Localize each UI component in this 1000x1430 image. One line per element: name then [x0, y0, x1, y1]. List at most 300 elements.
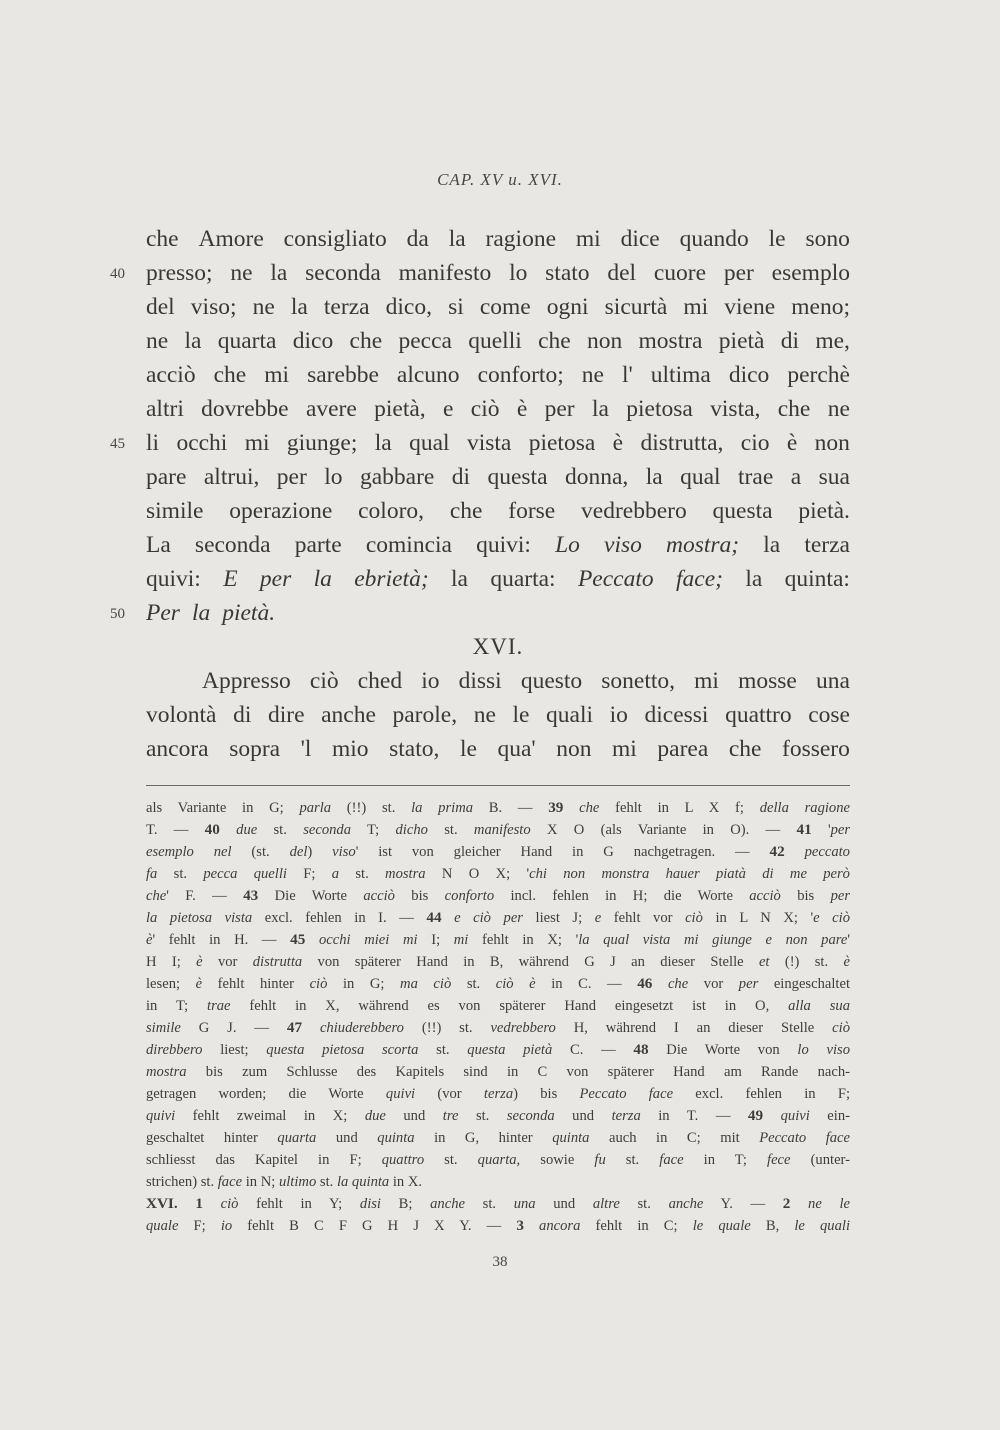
word: mi [683, 294, 709, 320]
word: la [451, 566, 468, 592]
word: donna, [564, 464, 629, 490]
word: per [259, 566, 292, 592]
note-text: quale [146, 1218, 179, 1234]
note-number: 48 [633, 1041, 649, 1058]
note-line [146, 885, 850, 907]
word: perchè [787, 362, 850, 388]
note-text: per [830, 822, 850, 838]
note-text: excl. fehlen in F; [673, 1086, 850, 1102]
note-text: la qual vista mi giunge e non pare [578, 932, 848, 948]
note-line [146, 841, 850, 863]
note-text: chi non monstra hauer piatà di me però [529, 866, 850, 882]
note-text: tre [442, 1108, 459, 1124]
note-line [146, 1017, 850, 1039]
note-text: B, [750, 1218, 795, 1234]
note-text: esemplo nel [146, 844, 232, 860]
word: forse [508, 498, 556, 524]
note-text: simile [146, 1020, 181, 1036]
word: terza [804, 532, 850, 558]
note-text: F; [286, 866, 332, 882]
word: ne [252, 294, 275, 320]
note-text: quarta [277, 1130, 317, 1146]
word: di [233, 702, 252, 728]
text-line [146, 460, 850, 494]
word: la [591, 396, 609, 422]
note-text: ne le [808, 1196, 850, 1212]
note-text: e ciò per [454, 910, 523, 926]
note-text: liest; [202, 1042, 267, 1058]
word: dire [267, 702, 305, 728]
text-line [146, 664, 850, 698]
note-text: excl. fehlen in I. — [252, 910, 427, 926]
note-text: disi [359, 1196, 381, 1212]
note-text: una [513, 1196, 536, 1212]
word: fossero [782, 736, 850, 762]
note-text: fehlt zweimal in X; [175, 1108, 365, 1124]
note-text: X O (als Variante in O). — [530, 822, 797, 838]
note-line [146, 797, 850, 819]
note-text [790, 1196, 808, 1212]
word: questa [712, 498, 773, 524]
note-number: 2 [782, 1195, 791, 1212]
note-text: incl. fehlen in H; die Worte [494, 888, 750, 904]
note-text: la quinta [336, 1174, 390, 1190]
word: volontà [146, 702, 217, 728]
note-text: occhi miei mi [318, 932, 418, 948]
text-line [146, 290, 850, 324]
word: la [448, 226, 466, 252]
note-text: mostra [385, 866, 426, 882]
note-text: e [594, 910, 602, 926]
note-number: 42 [769, 843, 785, 860]
note-text [302, 1020, 320, 1036]
note-text: manifesto [473, 822, 531, 838]
note-line [146, 819, 850, 841]
word: consigliato [283, 226, 387, 252]
word: pare [146, 464, 187, 490]
note-text: trae [207, 998, 231, 1014]
word: dico, [385, 294, 432, 320]
note-text: mi [453, 932, 469, 948]
word: parole, [392, 702, 458, 728]
note-text: ciò è [495, 976, 536, 992]
word: trae [738, 464, 774, 490]
word: la [374, 430, 392, 456]
word: ogni [546, 294, 589, 320]
note-text: liest J; [523, 910, 595, 926]
word: sarebbe [307, 362, 379, 388]
word: che [538, 328, 571, 354]
word: come [479, 294, 531, 320]
note-text: altre [592, 1196, 620, 1212]
note-text: peccato [804, 844, 850, 860]
word: dovrebbe [201, 396, 289, 422]
note-text: fehlt B C F G H J X Y. — [232, 1218, 517, 1234]
note-number: 3 [516, 1217, 524, 1234]
word: quelli [468, 328, 522, 354]
note-number: XVI. [146, 1195, 178, 1212]
word: per [544, 396, 575, 422]
note-text: st. [257, 822, 304, 838]
note-line [146, 907, 850, 929]
note-line [146, 973, 850, 995]
word: parea [657, 736, 709, 762]
word: che [146, 226, 179, 252]
word: quarta [217, 328, 277, 354]
note-text: le quali [794, 1218, 850, 1234]
word: dicessi [644, 702, 709, 728]
note-text: ancora [539, 1218, 581, 1234]
note-text: Peccato face [579, 1086, 674, 1102]
note-text: fehlt in X, während es von späterer Hand eingesetzt ist in O, [230, 998, 789, 1014]
word: non [556, 736, 592, 762]
note-text: in C. — [535, 976, 638, 992]
word: simile [146, 498, 204, 524]
note-text: Die Worte [258, 888, 364, 904]
word: viene [724, 294, 776, 320]
word: sonetto, [601, 668, 676, 694]
word: pietosa [528, 430, 596, 456]
word: Amore [198, 226, 264, 252]
note-line [146, 995, 850, 1017]
word: Lo [555, 532, 580, 558]
note-text: della ragione [759, 800, 850, 816]
text-line [146, 494, 850, 528]
note-text: von späterer Hand in B, während G J an dieser Stelle [302, 954, 759, 970]
note-text: ciò [309, 976, 328, 992]
word: cuore [653, 260, 707, 286]
note-line [146, 1105, 850, 1127]
word: terza [323, 294, 370, 320]
note-text [763, 1108, 781, 1124]
note-text: mostra [146, 1064, 187, 1080]
note-text: quivi [146, 1108, 176, 1124]
text-line [146, 392, 850, 426]
word: conforto; [477, 362, 564, 388]
note-text: terza [611, 1108, 641, 1124]
note-line [146, 1083, 850, 1105]
running-header: CAP. XV u. XVI. [437, 170, 563, 189]
word: per [723, 260, 754, 286]
word: ne [827, 396, 850, 422]
note-text: anche [430, 1196, 465, 1212]
note-text: è [843, 954, 850, 970]
note-text: seconda [303, 822, 352, 838]
note-text: fehlt vor [601, 910, 686, 926]
note-text: ciò [832, 1020, 850, 1036]
note-text: che [579, 800, 600, 816]
note-text: st. [464, 1196, 514, 1212]
note-text: le quale [692, 1218, 751, 1234]
word: qua' [497, 736, 536, 762]
note-text: e ciò [813, 910, 850, 926]
note-text: st. [451, 976, 496, 992]
note-line [146, 1171, 850, 1193]
word: quivi: [476, 532, 531, 558]
word: si [448, 294, 464, 320]
text-line [146, 698, 850, 732]
word: io [421, 668, 440, 694]
word: le [512, 702, 530, 728]
note-text: bis [394, 888, 445, 904]
word: mi [244, 430, 270, 456]
note-text: (unter- [790, 1152, 850, 1168]
note-text: seconda [506, 1108, 555, 1124]
note-text: und [535, 1196, 593, 1212]
word: del [607, 260, 637, 286]
word: le [768, 226, 786, 252]
note-text: che [146, 888, 167, 904]
note-number: 46 [637, 975, 653, 992]
note-text: in N; [242, 1174, 279, 1190]
line-number: 50 [110, 606, 125, 622]
word: la [645, 464, 663, 490]
word: da [406, 226, 429, 252]
note-text: face [217, 1174, 243, 1190]
word: di [451, 464, 471, 490]
note-text: quarta, [477, 1152, 521, 1168]
note-text [524, 1218, 539, 1234]
word: meno; [791, 294, 850, 320]
word: lo [324, 464, 343, 490]
word: ne [473, 702, 496, 728]
note-text: geschaltet hinter [146, 1130, 278, 1146]
word: ciò [309, 668, 339, 694]
note-line [146, 1193, 850, 1215]
word: acciò [146, 362, 196, 388]
note-text: ein- [809, 1108, 850, 1124]
word: alcuno [396, 362, 460, 388]
note-text: ' F. — [166, 888, 244, 904]
word: parte [294, 532, 342, 558]
note-text: fece [767, 1152, 791, 1168]
word: sono [805, 226, 850, 252]
word: cio [740, 430, 770, 456]
note-text: und [316, 1130, 378, 1146]
note-text: fu [594, 1152, 606, 1168]
note-line [146, 1039, 850, 1061]
word: dico [728, 362, 770, 388]
word: non [586, 328, 623, 354]
note-text: conforto [444, 888, 495, 904]
note-number: 47 [286, 1019, 303, 1036]
word: comincia [365, 532, 452, 558]
note-text: st. [339, 866, 386, 882]
word: qual [409, 430, 450, 456]
note-text: C. — [552, 1042, 634, 1058]
word: La [146, 532, 171, 558]
word: ne [230, 260, 253, 286]
note-text: st. [605, 1152, 660, 1168]
note-text: F; [178, 1218, 221, 1234]
note-text: face [659, 1152, 684, 1168]
note-text: questa pietosa scorta [266, 1042, 419, 1058]
word: stato, [389, 736, 440, 762]
word: la [270, 260, 288, 286]
word: una [815, 668, 850, 694]
word: pietà, [374, 396, 426, 422]
note-text [178, 1196, 196, 1212]
note-line [146, 1061, 850, 1083]
word: me, [815, 328, 850, 354]
word: la [191, 600, 211, 626]
note-text: H, während I an dieser Stelle [555, 1020, 833, 1036]
word: quinta: [784, 566, 850, 592]
word: la [290, 294, 308, 320]
word: per [276, 464, 307, 490]
note-text: I; [417, 932, 454, 948]
note-number: 43 [243, 887, 259, 904]
note-text: B. — [473, 800, 549, 816]
note-text: st. [316, 1174, 337, 1190]
word: mi [612, 736, 637, 762]
note-number: 1 [195, 1195, 203, 1212]
page-number: 38 [492, 1254, 508, 1270]
note-text: in T; [683, 1152, 768, 1168]
word: pietà. [222, 600, 276, 626]
word: dice [620, 226, 660, 252]
note-text [563, 800, 579, 816]
critical-apparatus [146, 797, 850, 1237]
word: ancora [146, 736, 209, 762]
note-text: direbbero [146, 1042, 203, 1058]
word: pietà [718, 328, 765, 354]
note-text: chiuderebbero [319, 1020, 404, 1036]
word: Appresso [202, 668, 291, 694]
note-text: strichen) st. [146, 1174, 218, 1190]
note-text: H I; [146, 954, 197, 970]
note-text: fehlt in L X f; [599, 800, 760, 816]
note-number: 41 [796, 821, 812, 838]
word: la [313, 566, 332, 592]
note-number: 39 [548, 799, 564, 816]
word: pietosa [626, 396, 693, 422]
note-text [652, 976, 668, 992]
word: vedrebbero [581, 498, 687, 524]
note-text: und [385, 1108, 443, 1124]
word: e [443, 396, 454, 422]
word: mio [331, 736, 369, 762]
note-text: und [554, 1108, 612, 1124]
word: lo [509, 260, 528, 286]
note-text: per [830, 888, 850, 904]
word: E [223, 566, 238, 592]
word: mi [575, 226, 601, 252]
note-text: è [146, 932, 153, 948]
note-text: ) [307, 844, 333, 860]
word: di [780, 328, 800, 354]
word: che [349, 328, 383, 354]
word: mi [264, 362, 290, 388]
word: coloro, [358, 498, 425, 524]
word: non [814, 430, 850, 456]
note-text: schliesst das Kapitel in F; [146, 1152, 382, 1168]
note-text: fa [146, 866, 158, 882]
note-text: quinta [377, 1130, 415, 1146]
footnote-rule [146, 785, 850, 786]
note-line [146, 1149, 850, 1171]
word: dico [292, 328, 334, 354]
note-text: ciò [220, 1196, 239, 1212]
word: quivi: [146, 566, 201, 592]
note-text: acciò [749, 888, 781, 904]
note-text: quinta [552, 1130, 590, 1146]
word: che [777, 396, 811, 422]
note-text: terza [483, 1086, 514, 1102]
word: sopra [229, 736, 281, 762]
word: quali [546, 702, 594, 728]
word: altrui, [203, 464, 260, 490]
word: pecca [398, 328, 452, 354]
word: mostra; [666, 532, 740, 558]
note-text: bis [780, 888, 831, 904]
note-text [442, 910, 455, 926]
text-line [110, 596, 850, 630]
word: ne [581, 362, 604, 388]
note-text: in T; [146, 998, 208, 1014]
note-number: 40 [204, 821, 220, 838]
word: distrutta, [640, 430, 724, 456]
note-text: ultimo [278, 1174, 317, 1190]
word: occhi [176, 430, 228, 456]
note-text: la pietosa vista [146, 910, 253, 926]
note-text: pecca quelli [203, 866, 287, 882]
word: ched [357, 668, 403, 694]
line-number: 45 [110, 436, 125, 452]
note-line [146, 951, 850, 973]
word: Peccato [577, 566, 654, 592]
note-text: (vor [415, 1086, 484, 1102]
note-text: auch in C; mit [589, 1130, 760, 1146]
word: mostra [638, 328, 703, 354]
note-text: (st. [231, 844, 290, 860]
note-text: in L N X; ' [702, 910, 814, 926]
note-text: la prima [411, 800, 474, 816]
word: la [763, 532, 781, 558]
note-text: ' [847, 932, 850, 948]
note-text: alla sua [788, 998, 850, 1014]
note-text: T. — [146, 822, 205, 838]
note-text: als Variante in G; [146, 800, 300, 816]
word: quattro [725, 702, 792, 728]
note-text: st. [458, 1108, 507, 1124]
note-line [146, 1215, 850, 1237]
note-text: vor [202, 954, 253, 970]
word: viso; [190, 294, 237, 320]
note-text: viso [332, 844, 356, 860]
word: vista, [710, 396, 761, 422]
note-text: fehlt in X; ' [468, 932, 579, 948]
note-text: Y. — [703, 1196, 783, 1212]
word: le [459, 736, 477, 762]
note-text: ) bis [513, 1086, 580, 1102]
note-text: fehlt hinter [202, 976, 310, 992]
word: stato [545, 260, 590, 286]
word: qual [680, 464, 721, 490]
note-text: ciò [685, 910, 703, 926]
note-text: anche [668, 1196, 704, 1212]
note-text: quattro [381, 1152, 425, 1168]
note-text: ' ist von gleicher Hand in G nachgetragen. — [355, 844, 770, 860]
text-line [110, 256, 850, 290]
note-line [146, 929, 850, 951]
note-line [146, 863, 850, 885]
note-text: lesen; [146, 976, 196, 992]
text-line [146, 562, 850, 596]
word: avere [305, 396, 357, 422]
note-text: in T. — [640, 1108, 748, 1124]
word: ne [146, 328, 169, 354]
